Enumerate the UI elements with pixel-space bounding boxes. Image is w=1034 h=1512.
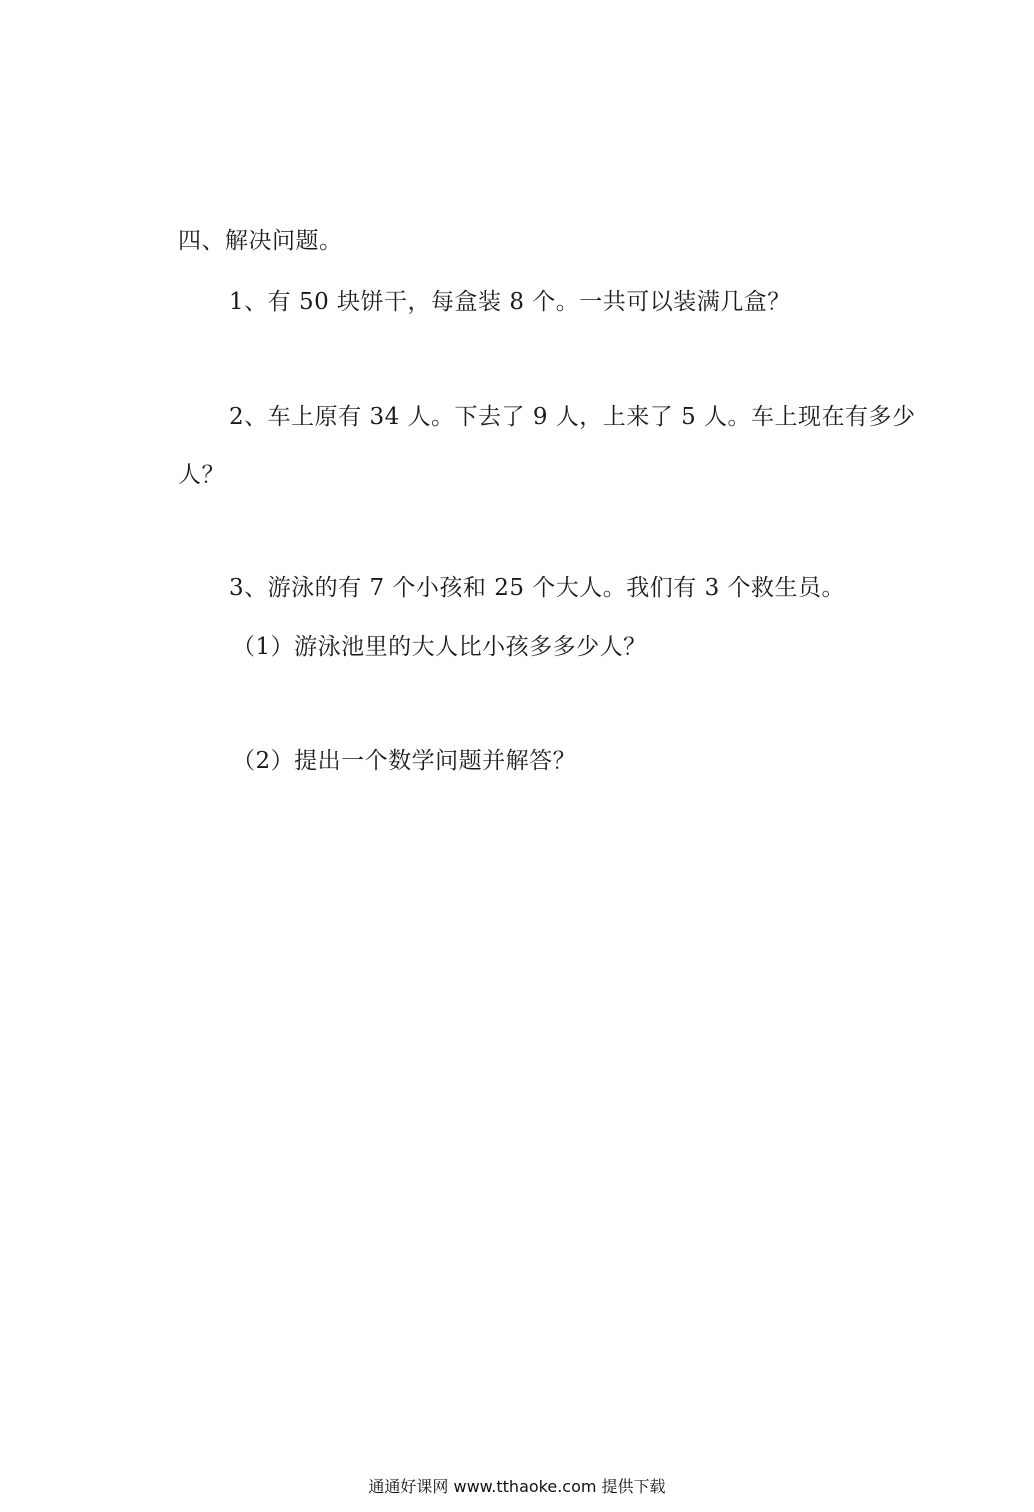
section-heading: 四、解决问题。 [178,228,343,254]
question-2-line-1: 2、车上原有 34 人。下去了 9 人，上来了 5 人。车上现在有多少 [229,404,916,430]
question-3: 3、游泳的有 7 个小孩和 25 个大人。我们有 3 个救生员。 [229,575,846,601]
question-3-sub-1: （1）游泳池里的大人比小孩多多少人？ [232,634,647,660]
footer-credit: 通通好课网 www.tthaoke.com 提供下载 [368,1477,666,1496]
question-2-line-2: 人？ [178,462,225,488]
question-1: 1、有 50 块饼干，每盒装 8 个。一共可以装满几盒？ [229,289,791,315]
question-3-sub-2: （2）提出一个数学问题并解答？ [232,748,577,774]
